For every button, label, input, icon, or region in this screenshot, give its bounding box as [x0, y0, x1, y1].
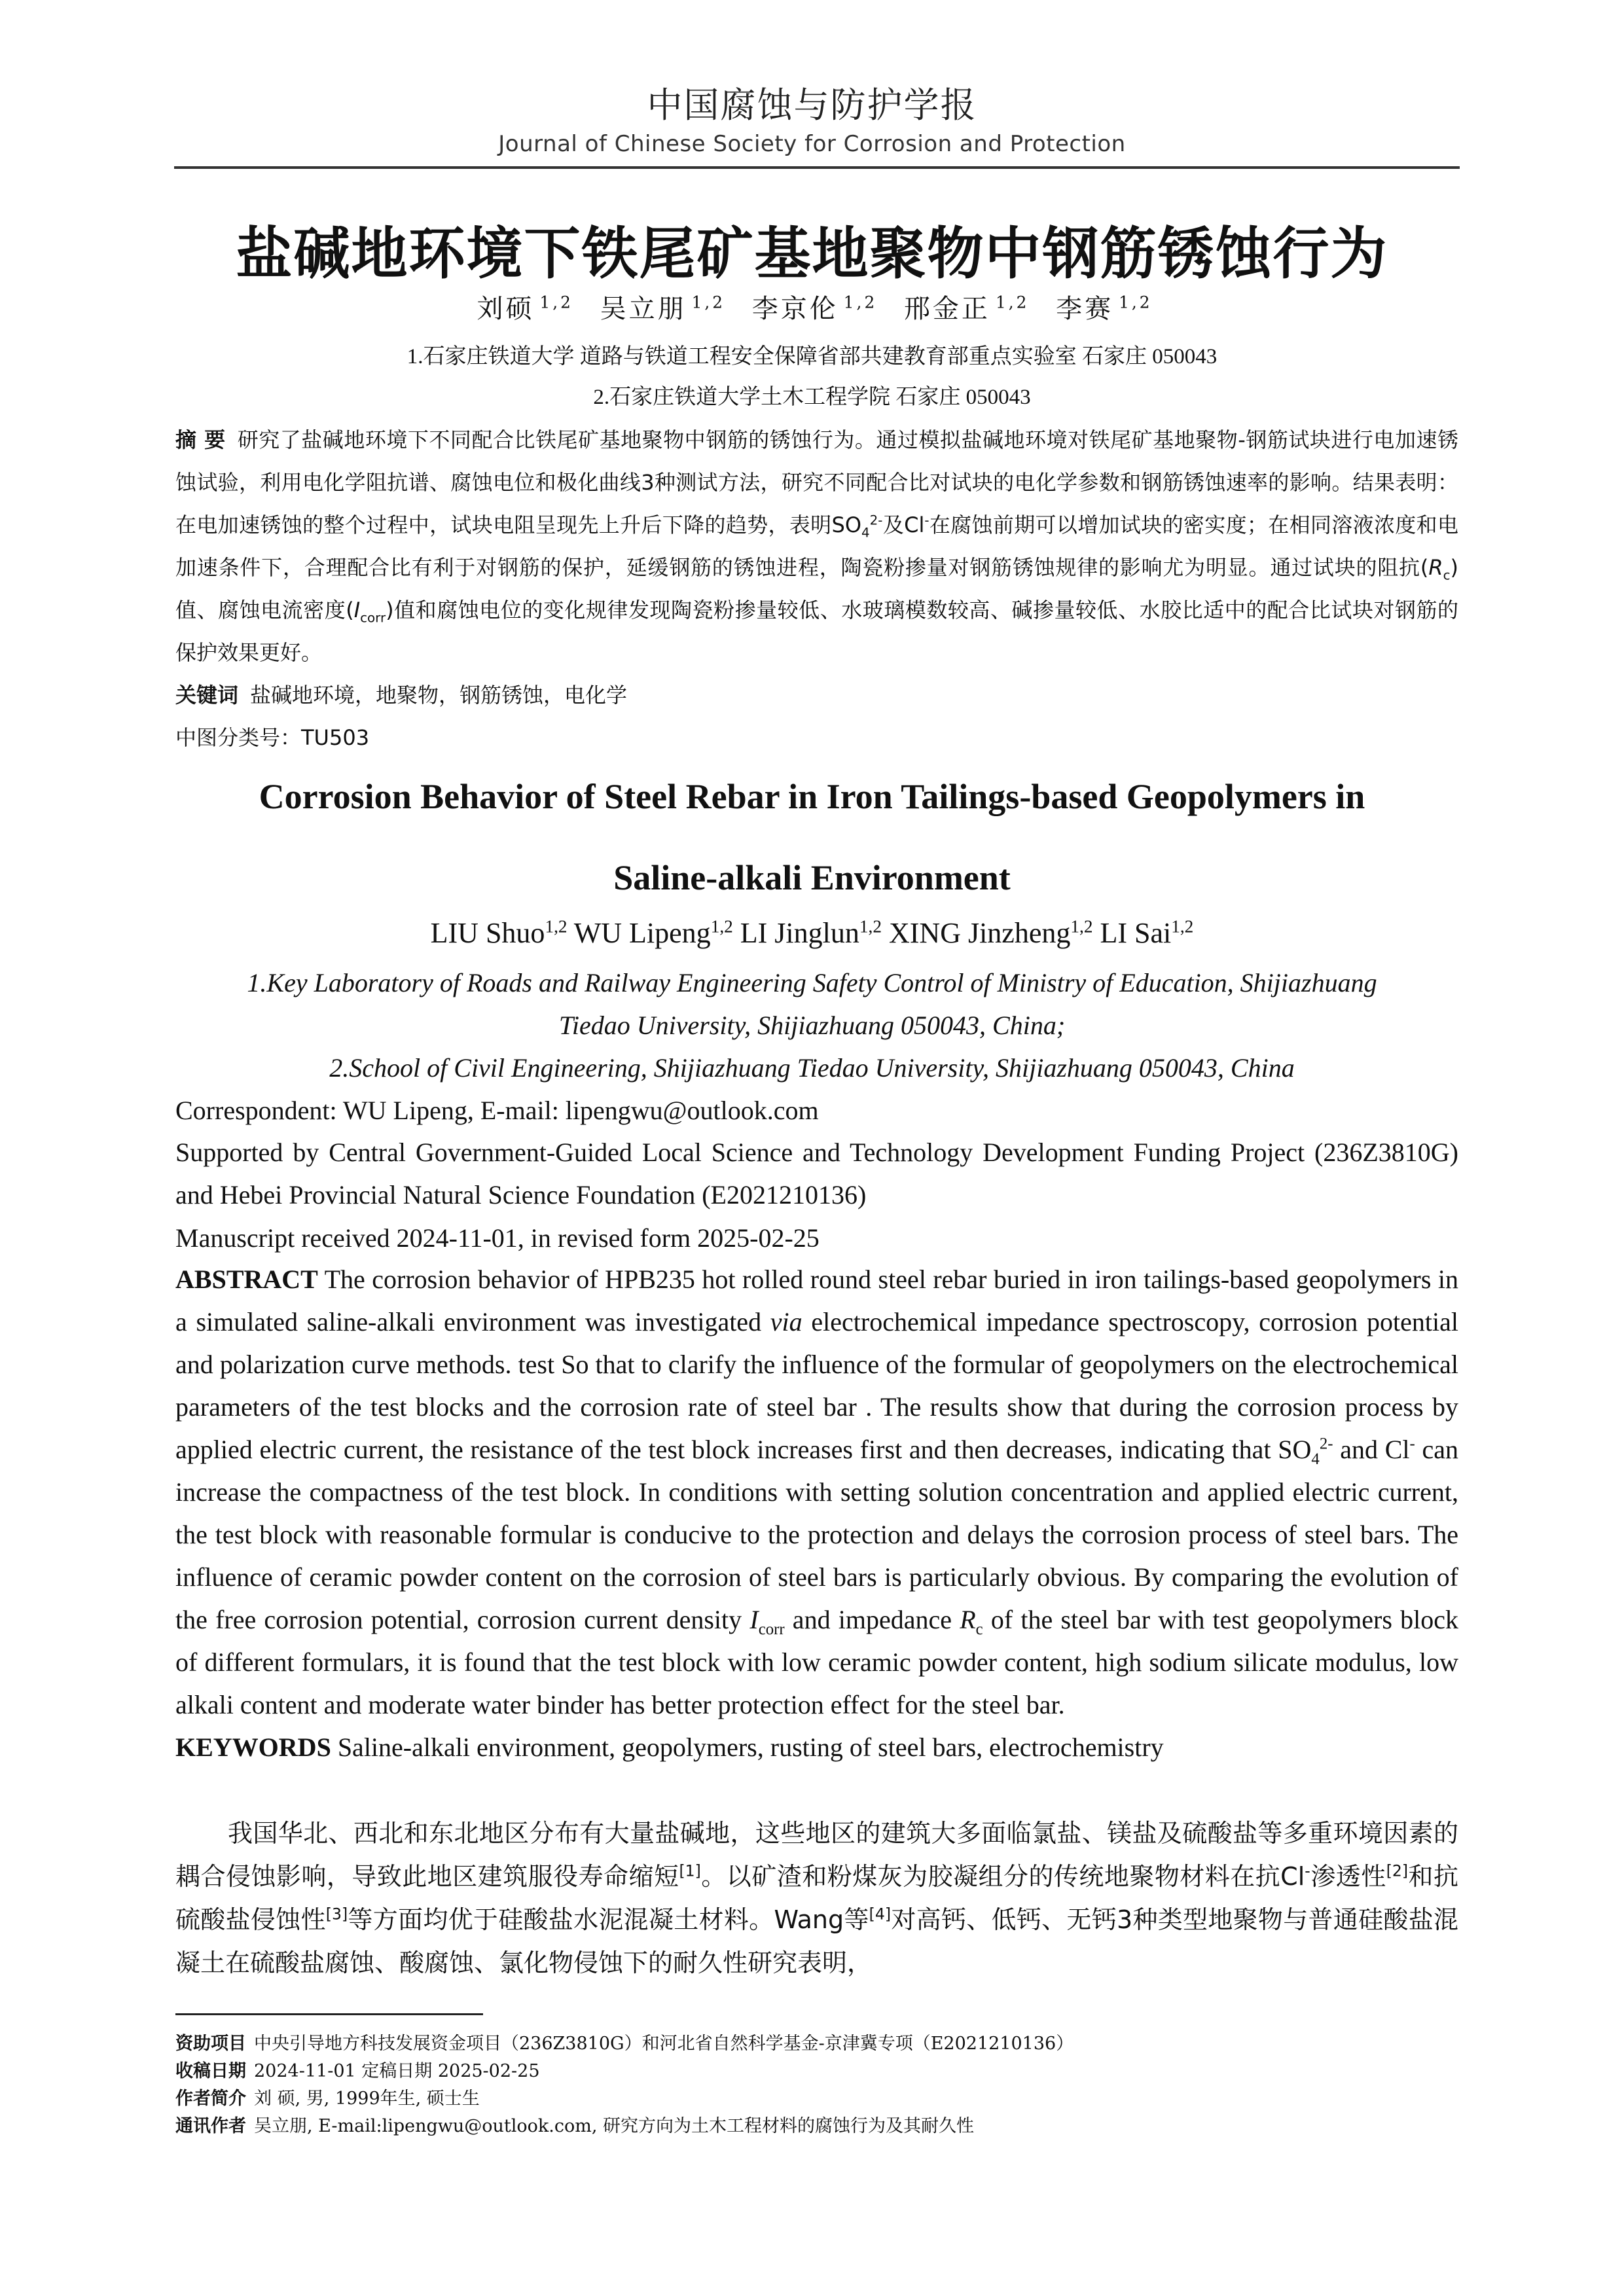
authors-en — [0, 916, 1624, 950]
header-divider — [174, 166, 1460, 169]
author-en: LI Sai$^{1,2}$ — [1100, 916, 1194, 949]
footnote-author-bio: 作者简介 刘 硕, 男, 1999年生, 硕士生 — [175, 2089, 480, 2109]
affiliation-cn-2: 2.石家庄铁道大学土木工程学院 石家庄 050043 — [593, 386, 1031, 409]
paper-title-en-line2: Saline-alkali Environment — [613, 858, 1011, 897]
author-en: XING Jinzheng$^{1,2}$ — [888, 916, 1093, 949]
classification-cn: 中图分类号：TU503 — [175, 725, 370, 750]
journal-name-en: Journal of Chinese Society for Corrosion and Protection — [498, 131, 1126, 157]
authors-cn — [0, 288, 1624, 325]
paper-title-en-line1: Corrosion Behavior of Steel Rebar in Iron Tailings-based Geopolymers in — [259, 777, 1365, 816]
affiliation-cn-1: 1.石家庄铁道大学 道路与铁道工程安全保障省部共建教育部重点实验室 石家庄 050043 — [406, 345, 1218, 368]
supported-en: Supported by Central Government-Guided Local Science and Technology Development Funding Project (236Z3810G) and Hebei Provincial Natural Science Foundation (E2021210136) — [175, 1138, 1458, 1210]
footnote-dates: 收稿日期 2024-11-01 定稿日期 2025-02-25 — [175, 2061, 540, 2081]
abstract-cn: 摘 要 研究了盐碱地环境下不同配合比铁尾矿基地聚物中钢筋的锈蚀行为。通过模拟盐碱地环境对铁尾矿基地聚物-钢筋试块进行电加速锈蚀试验，利用电化学阻抗谱、腐蚀电位和极化曲线3种测试方法，研究不同配合比对试块的电化学参数和钢筋锈蚀速率的影响。结果表明：在电加速锈蚀的整个过程中，试块电阻呈现先上升后下降的趋势，表明$SO_4^{2-}$及Cl-在腐蚀前期可以增加试块的密实度；在相同溶液浓度和电加速条件下，合理配合比有利于对钢筋的保护，延缓钢筋的锈蚀进程，陶瓷粉掺量对钢筋锈蚀规律的影响尤为明显。通过试块的阻抗$(R_c)$值、腐蚀电流密度$(I_{corr})$值和腐蚀电位的变化规律发现陶瓷粉掺量较低、水玻璃模数较高、碱掺量较低、水胶比适中的配合比试块对钢筋的保护效果更好。 关键词 盐碱地环境，地聚物，钢筋锈蚀，电化学 中图分类号：TU503 — [175, 419, 1458, 759]
footnote-divider — [175, 2013, 483, 2015]
keywords-cn: 关键词 盐碱地环境，地聚物，钢筋锈蚀，电化学 — [175, 683, 628, 708]
affiliation-en-1-cont: Tiedao University, Shijiazhuang 050043, China; — [558, 1011, 1066, 1040]
affiliation-en-1: 1.Key Laboratory of Roads and Railway Engineering Safety Control of Ministry of Education, Shijiazhuang — [247, 968, 1377, 997]
keywords-en: KEYWORDS Saline-alkali environment, geopolymers, rusting of steel bars, electrochemistry — [175, 1732, 1164, 1762]
footnote-funding: 资助项目 中央引导地方科技发展资金项目（236Z3810G）和河北省自然科学基金-京津冀专项（E2021210136） — [175, 2034, 1074, 2054]
footnote-correspondent: 通讯作者 吴立朋, E-mail:lipengwu@outlook.com, 研究方向为土木工程材料的腐蚀行为及其耐久性 — [175, 2116, 974, 2136]
author-en: LIU Shuo$^{1,2}$ — [430, 916, 568, 949]
author-en: LI Jinglun$^{1,2}$ — [740, 916, 882, 949]
journal-name-cn: 中国腐蚀与防护学报 — [647, 84, 977, 126]
manuscript-dates-en: Manuscript received 2024-11-01, in revised form 2025-02-25 — [175, 1223, 820, 1253]
body-intro-cn: 我国华北、西北和东北地区分布有大量盐碱地，这些地区的建筑大多面临氯盐、镁盐及硫酸盐等多重环境因素的耦合侵蚀影响，导致此地区建筑服役寿命缩短[1]。以矿渣和粉煤灰为胶凝组分的传统地聚物材料在抗Cl-渗透性[2]和抗硫酸盐侵蚀性[3]等方面均优于硅酸盐水泥混凝土材料。Wang等[4]对高钙、低钙、无钙3种类型地聚物与普通硅酸盐混凝土在硫酸盐腐蚀、酸腐蚀、氯化物侵蚀下的耐久性研究表明， — [175, 1819, 1458, 1977]
author-cn: 吴立朋 $^{1,2}$ — [600, 293, 726, 324]
author-cn: 邢金正 $^{1,2}$ — [903, 293, 1030, 324]
abstract-en: ABSTRACT The corrosion behavior of HPB235 hot rolled round steel rebar buried in iron tailings-based geopolymers in a simulated saline-alkali environment was investigated via electrochemical impedance spectroscopy, corrosion potential and polarization curve methods. test So that to clarify the influence of the formular of geopolymers on the electrochemical parameters of the test blocks and the corrosion rate of steel bar . The results show that during the corrosion process by applied electric current, the resistance of the test block increases first and then decreases, indicating that $SO_4^{2-}$ and Cl- can increase the compactness of the test block. In conditions with setting solution concentration and applied electric current, the test block with reasonable formular is conducive to the protection and delays the corrosion process of steel bars. The influence of ceramic powder content on the corrosion of steel bars is particularly obvious. By comparing the evolution of the free corrosion potential, corrosion current density $I_{corr}$ and impedance $R_c$ of the steel bar with test geopolymers block of different formulars, it is found that the test block with low ceramic powder content, high sodium silicate modulus, low alkali content and moderate water binder has better protection effect for the steel bar. KEYWORDS Saline-alkali environment, geopolymers, rusting of steel bars, electrochemistry — [175, 1258, 1458, 1768]
author-cn: 刘硕 $^{1,2}$ — [477, 293, 573, 324]
abstract-en-label: ABSTRACT — [175, 1265, 318, 1294]
correspondent-en: Correspondent: WU Lipeng, E-mail: lipengwu@outlook.com — [175, 1096, 819, 1125]
paper-title-cn: 盐碱地环境下铁尾矿基地聚物中钢筋锈蚀行为 — [236, 221, 1388, 287]
author-cn: 李京伦 $^{1,2}$ — [751, 293, 878, 324]
abstract-cn-label: 摘 要 — [175, 427, 226, 452]
author-cn: 李赛 $^{1,2}$ — [1056, 293, 1153, 324]
affiliation-en-2: 2.School of Civil Engineering, Shijiazhuang Tiedao University, Shijiazhuang 050043, China — [329, 1053, 1295, 1083]
author-en: WU Lipeng$^{1,2}$ — [573, 916, 733, 949]
